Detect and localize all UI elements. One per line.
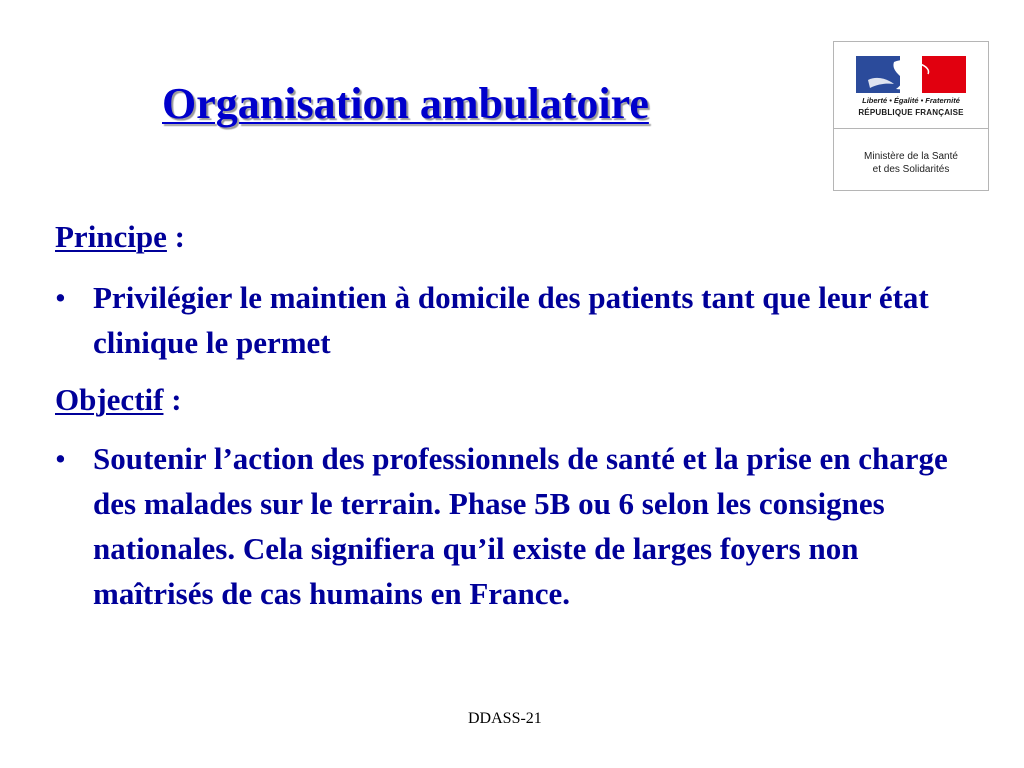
bullet-icon: • xyxy=(55,280,66,315)
logo-ministry xyxy=(834,150,988,176)
marianne-flag-icon xyxy=(856,56,966,93)
bullet-icon: • xyxy=(55,441,66,476)
objectif-colon: : xyxy=(163,382,182,417)
logo-republique: RÉPUBLIQUE FRANÇAISE xyxy=(858,108,964,117)
objectif-bullet xyxy=(55,436,975,616)
logo-divider xyxy=(834,128,988,129)
principe-text: Privilégier le maintien à domicile des patients tant que leur état clinique le permet xyxy=(93,280,929,360)
objectif-text: Soutenir l’action des professionnels de santé et la prise en charge des malades sur le terrain. Phase 5B ou 6 selon les consignes nationales. Cela signifiera qu’il existe de larges foyers non maîtrisés de cas humains en France. xyxy=(93,441,948,611)
objectif-label: Objectif xyxy=(55,382,164,417)
principe-heading xyxy=(55,219,185,255)
principe-bullet xyxy=(55,275,975,365)
objectif-heading xyxy=(55,382,182,418)
slide-title: Organisation ambulatoire xyxy=(162,79,649,128)
ministry-line-2: et des Solidarités xyxy=(872,164,950,175)
logo-motto: Liberté • Égalité • Fraternité xyxy=(862,96,960,105)
principe-label: Principe xyxy=(55,219,167,254)
ministry-line-1: Ministère de la Santé xyxy=(864,151,958,162)
principe-colon: : xyxy=(166,219,185,254)
republique-francaise-logo xyxy=(833,41,989,191)
slide-footer: DDASS-21 xyxy=(468,710,542,727)
